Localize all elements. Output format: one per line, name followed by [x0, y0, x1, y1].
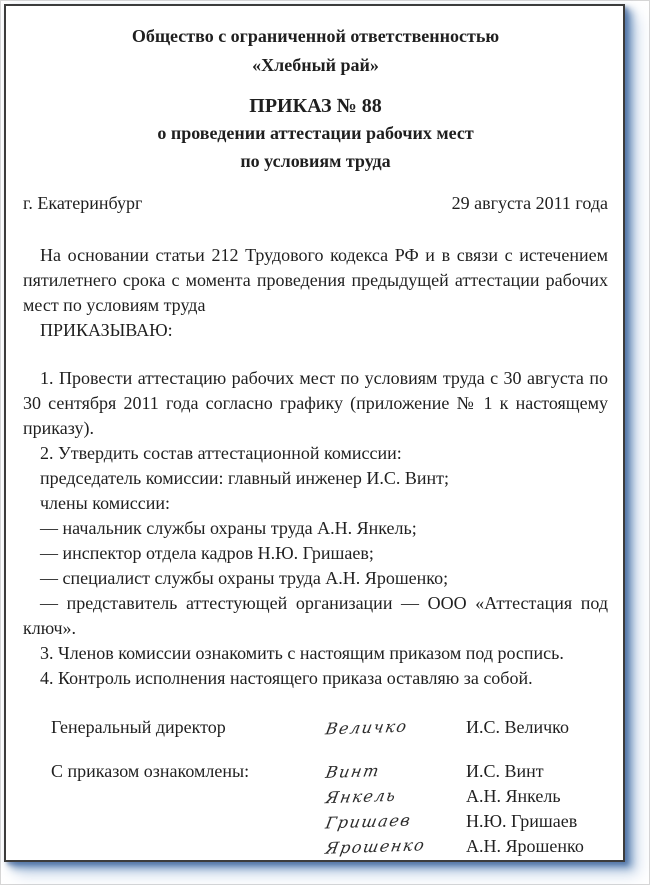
ack-name: Н.Ю. Гришаев — [466, 811, 578, 831]
order-item: — специалист службы охраны труда А.Н. Ярошенко; — [40, 568, 449, 588]
director-name: И.С. Величко — [466, 717, 569, 737]
acknowledged-label: С приказом ознакомлены: — [51, 761, 250, 781]
ack-handwritten-signature: Янкель — [324, 785, 399, 808]
org-name-line2: «Хлебный рай» — [252, 55, 379, 75]
date: 29 августа 2011 года — [451, 193, 608, 213]
org-name-line1: Общество с ограниченной ответственностью — [131, 26, 500, 46]
order-item: — инспектор отдела кадров Н.Ю. Гришаев; — [40, 543, 374, 563]
order-document-sheet — [4, 4, 625, 862]
order-item: 1. Провести аттестацию рабочих мест по условиям труда с 30 августа по 30 сентября 2011 года согласно графику (приложение № 1 к настоящему приказу). — [23, 368, 608, 438]
ack-handwritten-signature: Винт — [324, 761, 382, 782]
city: г. Екатеринбург — [23, 193, 143, 213]
order-item: председатель комиссии: главный инженер И.С. Винт; — [40, 468, 450, 488]
org-header — [23, 22, 608, 80]
acknowledgement-block — [51, 759, 608, 859]
order-subject-line1: о проведении аттестации рабочих мест — [157, 123, 474, 143]
order-title: ПРИКАЗ № 88 — [249, 95, 382, 117]
order-subject — [23, 119, 608, 175]
order-subject-line2: по условиям труда — [240, 151, 391, 171]
ack-name: И.С. Винт — [466, 761, 544, 781]
order-item: 3. Членов комиссии ознакомить с настоящим приказом под роспись. — [40, 643, 564, 663]
order-item: члены комиссии: — [40, 493, 171, 513]
order-item: — начальник службы охраны труда А.Н. Янкель; — [40, 518, 417, 538]
city-date-row — [23, 191, 608, 216]
director-signature-row — [51, 715, 608, 740]
director-handwritten-signature: Величко — [324, 716, 410, 739]
order-body — [23, 243, 608, 691]
ack-name: А.Н. Ярошенко — [466, 836, 584, 856]
ack-name: А.Н. Янкель — [466, 786, 561, 806]
ack-handwritten-signature: Гришаев — [324, 810, 414, 833]
ack-handwritten-signature: Ярошенко — [323, 835, 428, 858]
preamble: На основании статьи 212 Трудового кодекса РФ и в связи с истечением пятилетнего срока с момента проведения предыдущей аттестации рабочих мест по условиям труда — [23, 245, 608, 315]
director-position: Генеральный директор — [51, 717, 226, 737]
order-item: 2. Утвердить состав аттестационной комиссии: — [40, 443, 402, 463]
order-item: — представитель аттестующей организации — ООО «Аттестация под ключ». — [23, 593, 608, 638]
resolution-word: ПРИКАЗЫВАЮ: — [40, 320, 173, 340]
order-item: 4. Контроль исполнения настоящего приказа оставляю за собой. — [40, 668, 533, 688]
